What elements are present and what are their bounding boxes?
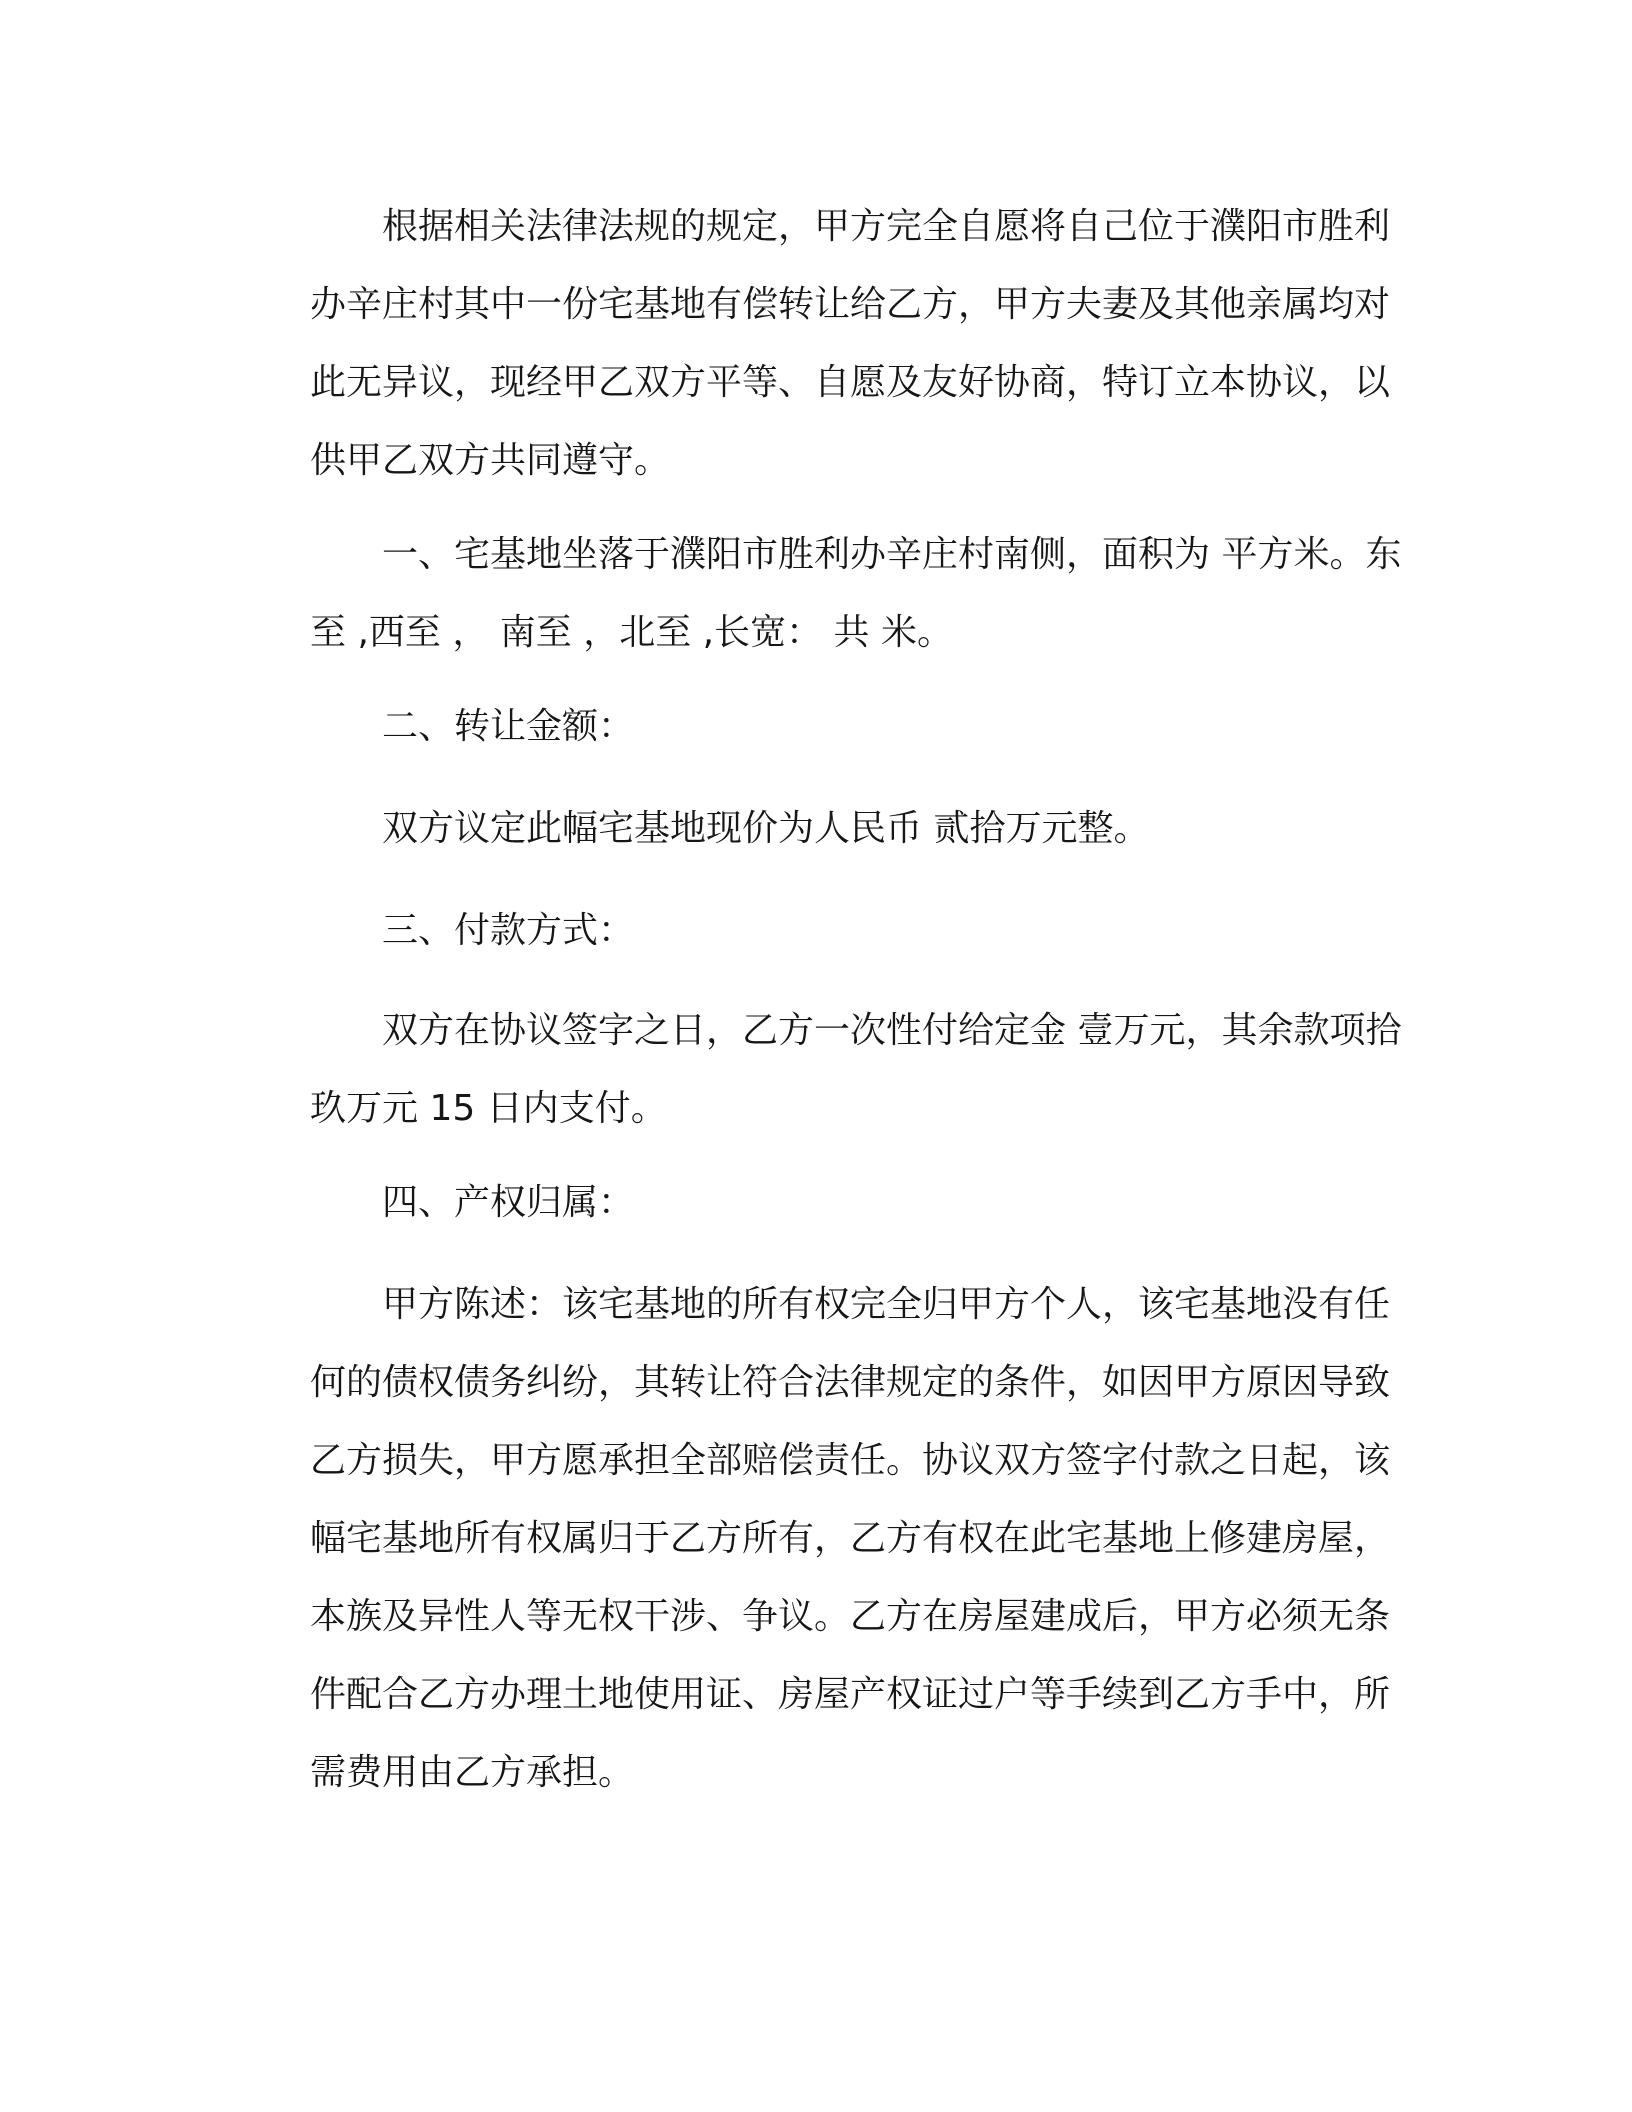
text-line: 双方在协议签字之日，乙方一次性付给定金 壹万元，其余款项拾: [382, 1010, 1402, 1051]
text-line: 一、宅基地坐落于濮阳市胜利办辛庄村南侧，面积为 平方米。东: [382, 534, 1402, 575]
paragraph-clause-2-amount: [238, 790, 1398, 868]
paragraph-clause-4-statement: [238, 1266, 1398, 1812]
text-line: 办辛庄村其中一份宅基地有偿转让给乙方，甲方夫妻及其他亲属均对: [310, 284, 1391, 325]
text-line: 至 ,西至 ， 南至 ，北至 ,长宽： 共 米。: [310, 612, 953, 653]
text-line: 玖万元 15 日内支付。: [310, 1088, 667, 1129]
text-line: 本族及异性人等无权干涉、争议。乙方在房屋建成后，甲方必须无条: [310, 1596, 1391, 1637]
paragraph-clause-1-location: [238, 516, 1402, 672]
text-line: 甲方陈述：该宅基地的所有权完全归甲方个人，该宅基地没有任: [382, 1284, 1391, 1325]
text-line: 乙方损失，甲方愿承担全部赔偿责任。协议双方签字付款之日起，该: [310, 1440, 1391, 1481]
text-line: 二、转让金额：: [382, 706, 635, 747]
text-line: 双方议定此幅宅基地现价为人民币 贰拾万元整。: [382, 808, 1150, 849]
paragraph-preamble: [238, 188, 1398, 500]
text-line: 此无异议，现经甲乙双方平等、自愿及友好协商，特订立本协议，以: [310, 362, 1391, 403]
text-line: 供甲乙双方共同遵守。: [310, 440, 671, 481]
text-line: 需费用由乙方承担。: [310, 1752, 635, 1793]
heading-clause-4-ownership: [238, 1164, 1398, 1242]
text-line: 三、付款方式：: [382, 910, 635, 951]
text-line: 四、产权归属：: [382, 1182, 635, 1223]
text-line: 幅宅基地所有权属归于乙方所有，乙方有权在此宅基地上修建房屋，: [310, 1518, 1391, 1559]
paragraph-clause-3-payment: [238, 992, 1402, 1148]
text-line: 根据相关法律法规的规定，甲方完全自愿将自己位于濮阳市胜利: [382, 206, 1391, 247]
heading-clause-3-payment-method: [238, 892, 1398, 970]
text-line: 何的债权债务纠纷，其转让符合法律规定的条件，如因甲方原因导致: [310, 1362, 1391, 1403]
text-line: 件配合乙方办理土地使用证、房屋产权证过户等手续到乙方手中，所: [310, 1674, 1391, 1715]
heading-clause-2-transfer-amount: [238, 688, 1398, 766]
